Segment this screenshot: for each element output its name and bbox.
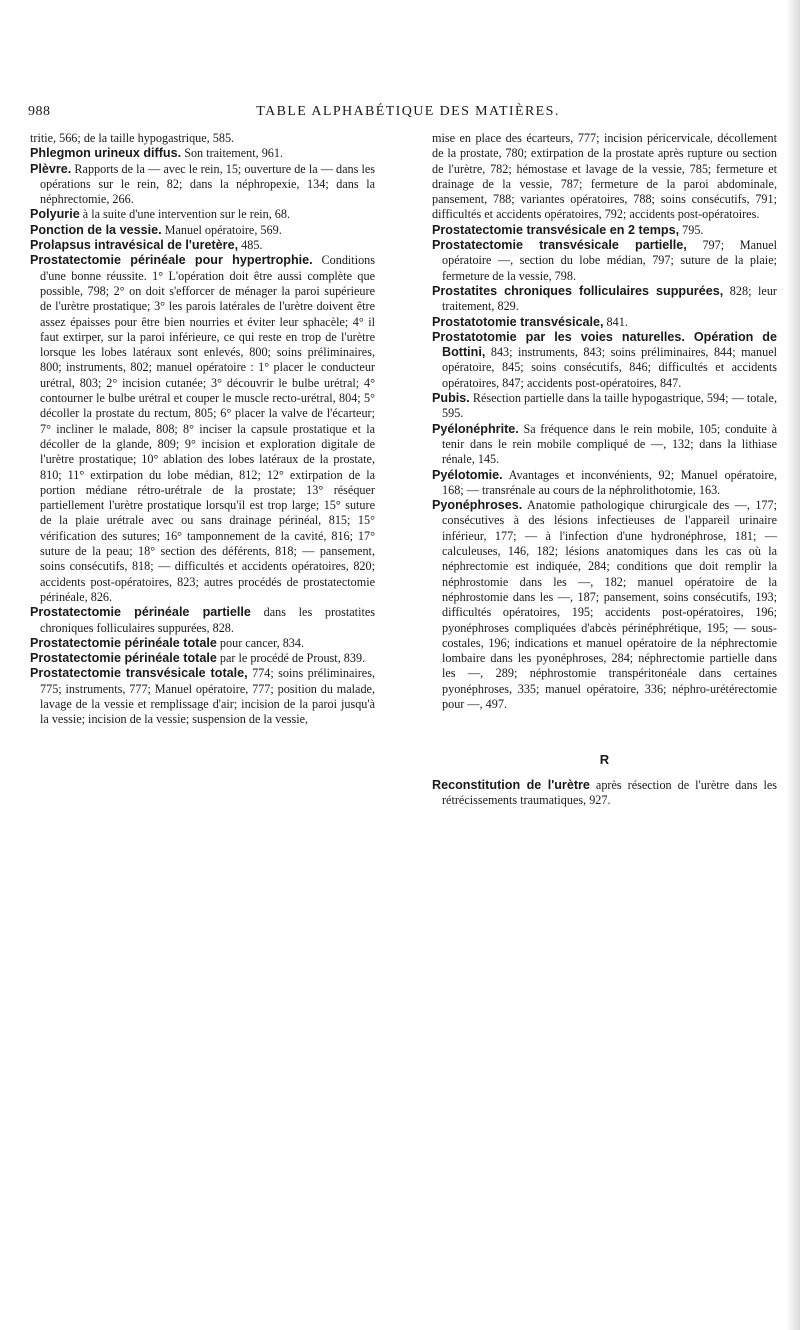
index-term: Polyurie [30, 207, 80, 222]
index-entry-text: 485. [238, 238, 263, 253]
index-entry-text: 774; soins préliminaires, 775; instruments, 777; Manuel opératoire, 777; position du malade, lavage de la vessie et remplissage d'air; incision de la paroi jusqu'à la vessie; incision de la vessie; suspension de la vessie, [40, 666, 376, 727]
index-term: Prostatectomie périnéale pour hypertrophie. [30, 253, 313, 268]
right-column-entries [432, 131, 777, 712]
index-entry [432, 498, 777, 712]
index-entry [30, 238, 375, 253]
index-entry-text: Manuel opératoire, 569. [161, 222, 282, 237]
right-column-entries-after [432, 778, 777, 809]
index-entry [30, 605, 375, 636]
index-term: Phlegmon urineux diffus. [30, 146, 182, 161]
index-term: Pyélotomie. [432, 467, 503, 482]
index-entry-text: à la suite d'une intervention sur le rein, 68. [79, 207, 291, 222]
index-entry [30, 651, 375, 666]
left-column [30, 131, 375, 728]
index-entry [432, 778, 777, 809]
index-entry-text: dans les prostatites chroniques folliculaires suppurées, 828. [40, 605, 375, 635]
right-column [432, 131, 777, 808]
index-entry [30, 207, 375, 222]
index-term: Prostatotomie transvésicale, [432, 314, 604, 329]
index-entry-text: mise en place des écarteurs, 777; incision péricervicale, décollement de la prostate, 780; extirpation de la prostate après rupture ou section de l'urètre, 782; hémostase et lavage de la vessie, 785; fermeture et drainage de la vessie, 787; fermeture de la paroi abdominale, pansement, 788; variantes opératoires, 788; soins consécutifs, 791; difficultés et accidents opératoires, 792; accidents post-opératoires. [432, 131, 777, 222]
page-number: 988 [28, 104, 51, 119]
index-entry-text: Son traitement, 961. [181, 146, 284, 161]
index-entry-text: Avantages et inconvénients, 92; Manuel opératoire, 168; — transrénale au cours de la néphrolithotomie, 163. [442, 467, 777, 497]
index-term: Ponction de la vessie. [30, 222, 162, 237]
index-entry-text: après résection de l'urètre dans les rétrécissements traumatiques, 927. [442, 777, 777, 807]
index-entry-text: 828; leur traitement, 829. [442, 283, 777, 314]
page-edge-shadow [786, 0, 800, 1330]
index-term: Prostatectomie périnéale totale [30, 651, 217, 666]
index-term: Prostatectomie transvésicale totale, [30, 666, 248, 681]
index-entry-text: Sa fréquence dans le rein mobile, 105; conduite à tenir dans le rein mobile compliqué de —, 132; dans la lithiase rénale, 145. [442, 421, 777, 467]
index-entry [432, 131, 777, 223]
index-term: Pyélonéphrite. [432, 421, 519, 436]
index-entry-text: Résection partielle dans la taille hypogastrique, 594; — totale, 595. [442, 391, 777, 421]
index-entry [432, 315, 777, 330]
index-entry [432, 223, 777, 238]
index-term: Prostatotomie par les voies naturelles. Opération de Bottini, [432, 329, 777, 360]
index-term: Pubis. [432, 391, 470, 406]
index-entry [432, 284, 777, 315]
index-entry [432, 330, 777, 391]
index-entry-text: 795. [679, 222, 704, 237]
index-term: Prostatites chroniques folliculaires suppurées, [432, 283, 724, 298]
index-entry-text: Rapports de la — avec le rein, 15; ouverture de la — dans les opérations sur le rein, 82; dans la néphropexie, 134; dans la néphrectomie, 266. [40, 161, 375, 207]
index-entry-text: Anatomie pathologique chirurgicale des —, 177; consécutives à des lésions infectieuses de l'appareil urinaire inférieur, 177; — à l'infection d'une hydronéphrose, 181; — calculeuses, 146, 182; lésions anatomiques dans les cas où la néphrectomie est indiquée, 284; conditions que doit remplir la néphrostomie dans les —, 182; manuel opératoire de la néphrostomie dans les —, 187; pansement, soins consécutifs, 193; difficultés opératoires, 195; accidents post-opératoires, 196; pyonéphroses compliquées d'abcès périnéphrétique, 195; — sous-costales, 196; indications et manuel opératoire de la néphrectomie lombaire dans les pyonéphroses, 284; néphrectomie partielle dans les —, 289; néphrostomie transpéritonéale dans certaines pyonéphroses, 335; manuel opératoire, 336; néphro-urétérectomie pour —, 497. [442, 498, 777, 711]
index-entry [432, 468, 777, 499]
index-term: Prostatectomie périnéale totale [30, 635, 217, 650]
index-entry [30, 223, 375, 238]
index-entry-text: 841. [603, 314, 628, 329]
index-entry [30, 253, 375, 605]
index-entry [30, 636, 375, 651]
index-entry [432, 238, 777, 284]
index-entry [30, 162, 375, 208]
index-term: Reconstitution de l'urètre [432, 777, 590, 792]
index-entry [432, 422, 777, 468]
running-title: TABLE ALPHABÉTIQUE DES MATIÈRES. [256, 104, 560, 119]
index-term: Prostatectomie transvésicale en 2 temps, [432, 222, 680, 237]
index-entry-text: tritie, 566; de la taille hypogastrique, 585. [30, 131, 235, 145]
index-entry-text: 843; instruments, 843; soins préliminaires, 844; manuel opératoire, 845; soins consécutifs, 846; difficultés et accidents opératoires, 847; accidents post-opératoires, 847. [442, 345, 777, 390]
index-term: Prolapsus intravésical de l'uretère, [30, 238, 239, 253]
index-entry-text: pour cancer, 834. [216, 635, 305, 650]
index-entry-text: Conditions d'une bonne réussite. 1° L'opération doit être aussi complète que possible, 798; 2° on doit s'efforcer de ménager la paroi supérieure de l'urètre prostatique; 3° les parois latérales de l'urètre doivent être assez épaisses pour être bien nourries et éviter leur sphacèle; 4° il faut extirper, sur la paroi inférieure, ce qui reste en trop de l'urètre lorsque les lobes latéraux sont enlevés, 800; soins préliminaires, 800; instruments, 802; manuel opératoire : 1° placer le conducteur urétral, 803; 2° incision cutanée; 3° découvrir le bulbe urétral; 4° contourner le bulbe urétral et couper le muscle recto-urétral, 804; 5° décoller la prostate du rectum, 805; 6° placer la valve de l'écarteur; 7° incliner le malade, 808; 8° inciser la capsule prostatique et la décoller de la glande, 809; 9° incision et exploration digitale de l'urètre prostatique; 10° ablation des lobes latéraux de la prostate, 810; 11° extirpation du lobe médian, 812; 12° extirpation de la portion médiane rétro-urétrale de la prostate; 13° réséquer partiellement l'urètre prostatique lorsqu'il est trop large; 15° suture de la plaie urétrale avec ou sans drainage périnéal, 815; 15° vérification des sutures; 16° tamponnement de la cavité, 816; 17° suture de la peau; 18° section des déférents, 818; — pansement, soins consécutifs, 818; — difficultés et accidents opératoires, 820; accidents post-opératoires, 823; autres procédés de prostatectomie périnéale, 826. [40, 253, 376, 604]
index-entry-text: par le procédé de Proust, 839. [216, 651, 366, 666]
index-term: Pyonéphroses. [432, 498, 523, 513]
index-term: Prostatectomie périnéale partielle [30, 605, 251, 620]
index-entry [30, 666, 375, 727]
index-term: Plèvre. [30, 161, 72, 176]
index-entry [30, 131, 375, 146]
section-letter-heading: R [599, 752, 610, 768]
index-term: Prostatectomie transvésicale partielle, [432, 238, 687, 253]
index-entry-text: 797; Manuel opératoire —, section du lobe médian, 797; suture de la plaie; fermeture de la vessie, 798. [442, 238, 777, 283]
index-entry [432, 391, 777, 422]
page-header [28, 104, 788, 124]
index-entry [30, 146, 375, 161]
